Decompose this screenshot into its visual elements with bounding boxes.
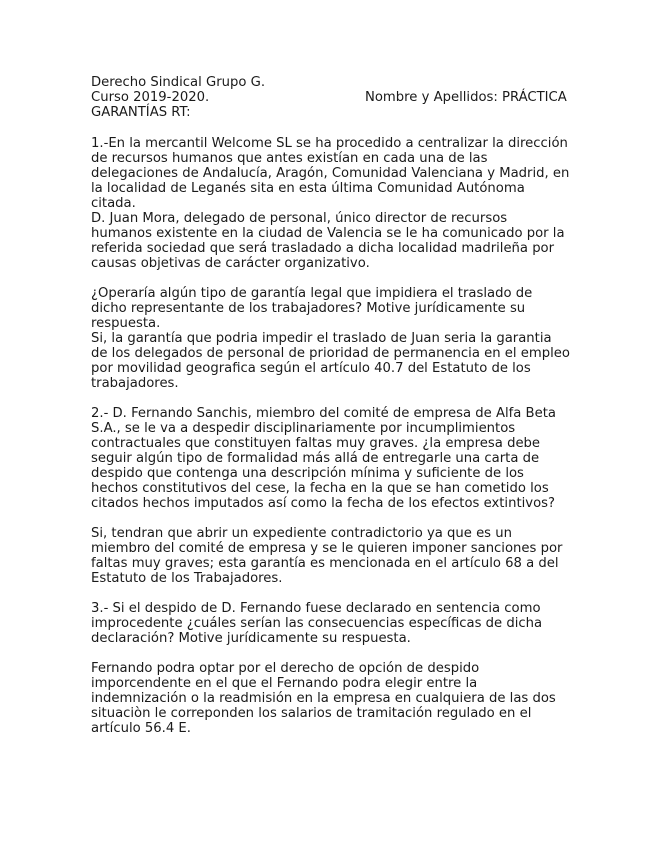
paragraph-text: 3.- Si el despido de D. Fernando fuese declarado en sentencia como improcedente ¿cuáles serían las consecuencias específicas de dicha declaración? Motive jurídicamente su respuesta. (91, 601, 543, 646)
paragraph-3 (91, 286, 571, 331)
course-line: Curso 2019-2020. (91, 90, 210, 105)
paragraph-2 (91, 211, 571, 271)
paragraph-text: Si, tendran que abrir un expediente contradictorio ya que es un miembro del comité de empresa y se le quieren imponer sanciones por faltas muy graves; esta garantía es mencionada en el artículo 68 a del Estatuto de los Trabajadores. (91, 526, 563, 586)
paragraph-6 (91, 526, 571, 586)
paragraph-8 (91, 661, 571, 736)
name-label: Nombre y Apellidos: PRÁCTICA (365, 90, 567, 105)
topic-line: GARANTÍAS RT: (91, 105, 191, 120)
paragraph-text: D. Juan Mora, delegado de personal, único director de recursos humanos existente en la ciudad de Valencia se le ha comunicado por la referida sociedad que será trasladado a dicha localidad madrileña por causas objetivas de carácter organizativo. (91, 211, 565, 271)
paragraph-text: Fernando podra optar por el derecho de opción de despido imporcendente en el que el Fernando podra elegir entre la indemnización o la readmisión en la empresa en cualquiera de las dos situaciòn le correponden los salarios de tramitación regulado en el artículo 56.4 E. (91, 661, 556, 736)
paragraph-4 (91, 331, 571, 391)
subject-line: Derecho Sindical Grupo G. (91, 75, 266, 90)
paragraph-7 (91, 601, 571, 646)
paragraph-1 (91, 136, 571, 211)
paragraph-text: Si, la garantía que podria impedir el traslado de Juan seria la garantia de los delegados de personal de prioridad de permanencia en el empleo por movilidad geografica según el artículo 40.7 del Estatuto de los trabajadores. (91, 331, 570, 391)
paragraph-text: ¿Operaría algún tipo de garantía legal que impidiera el traslado de dicho representante de los trabajadores? Motive jurídicamente su respuesta. (91, 286, 533, 331)
paragraph-5 (91, 406, 571, 511)
paragraph-text: 1.-En la mercantil Welcome SL se ha procedido a centralizar la dirección de recursos humanos que antes existían en cada una de las delegaciones de Andalucía, Aragón, Comunidad Valenciana y Madrid, en la localidad de Leganés sita en esta última Comunidad Autónoma citada. (91, 136, 570, 211)
paragraph-text: 2.- D. Fernando Sanchis, miembro del comité de empresa de Alfa Beta S.A., se le va a despedir disciplinariamente por incumplimientos contractuales que constituyen faltas muy graves. ¿la empresa debe seguir algún tipo de formalidad más allá de entregarle una carta de despido que contenga una descripción mínima y suficiente de los hechos constitutivos del cese, la fecha en la que se han cometido los citados hechos imputados así como la fecha de los efectos extintivos? (91, 406, 556, 511)
